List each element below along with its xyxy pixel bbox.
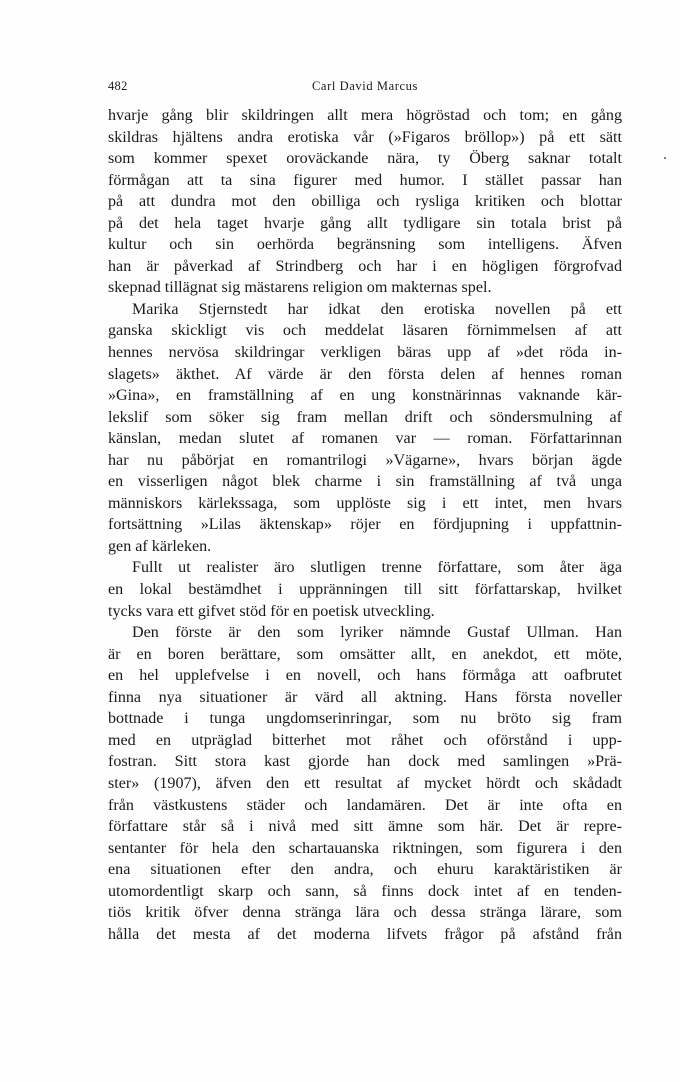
body-text — [108, 105, 622, 945]
text-line: tycks vara ett gifvet stöd för en poetisk utveckling. — [108, 602, 435, 620]
text-line: en lokal bestämdhet i uppränningen till sitt författarskap, hvilket — [108, 581, 622, 599]
text-line: känslan, medan slutet af romanen var — roman. Författarinnan — [108, 430, 622, 448]
text-line: »Gina», en framställning af en ung konstnärinnas vaknande kär- — [108, 387, 622, 405]
page-number: 482 — [108, 79, 128, 93]
text-line: ganska skickligt vis och meddelat läsaren förnimmelsen af att — [108, 322, 622, 340]
text-line: med en utpräglad bitterhet mot råhet och oförstånd i upp- — [108, 731, 622, 749]
text-line: har nu påbörjat en romantrilogi »Vägarne», hvars början ägde — [108, 451, 622, 469]
text-line: Den förste är den som lyriker nämnde Gustaf Ullman. Han — [132, 624, 622, 642]
text-line: gen af kärleken. — [108, 537, 212, 555]
text-line: bottnade i tunga ungdomserinringar, som nu bröto sig fram — [108, 710, 622, 728]
text-line: en hel upplefvelse i en novell, och hans förmåga att oafbrutet — [108, 667, 622, 685]
text-line: fortsättning »Lilas äktenskap» röjer en fördjupning i uppfattnin- — [108, 516, 622, 534]
text-line: Marika Stjernstedt har idkat den erotiska novellen på ett — [132, 300, 622, 318]
text-line: förmågan att ta sina figurer med humor. I stället passar han — [108, 171, 622, 189]
text-line: skildras hjältens andra erotiska vår (»Figaros bröllop») på ett sätt — [108, 128, 622, 146]
text-line: fostran. Sitt stora kast gjorde han dock med samlingen »Prä- — [108, 753, 622, 771]
text-line: som kommer spexet oroväckande nära, ty Öberg saknar totalt — [108, 150, 622, 168]
text-line: är en boren berättare, som omsätter allt, en anekdot, ett möte, — [108, 645, 622, 663]
text-line: kultur och sin oerhörda begränsning som intelligens. Äfven — [108, 236, 622, 254]
text-line: tiös kritik öfver denna stränga lära och dessa stränga lärare, som — [108, 904, 622, 922]
text-line: hennes nervösa skildringar verkligen bäras upp af »det röda in- — [108, 344, 622, 362]
running-head: Carl David Marcus — [311, 79, 418, 93]
text-line: Fullt ut realister äro slutligen trenne författare, som åter äga — [132, 559, 622, 577]
text-line: på det hela taget hvarje gång allt tydligare sin totala brist på — [108, 214, 622, 232]
text-line: hålla det mesta af det moderna lifvets frågor på afstånd från — [108, 925, 622, 943]
text-line: utomordentligt skarp och sann, så finns dock intet af en tenden- — [108, 882, 622, 900]
text-line: han är påverkad af Strindberg och har i en högligen förgrofvad — [108, 257, 622, 275]
paper-speck — [664, 157, 666, 159]
text-line: lekslif som söker sig fram mellan drift och söndersmulning af — [108, 408, 622, 426]
text-line: på att dundra mot den obilliga och rysliga kritiken och blottar — [108, 193, 622, 211]
text-line: ena situationen efter den andra, och ehuru karaktäristiken är — [108, 861, 622, 879]
text-line: människors kärlekssaga, som upplöste sig i ett intet, men hvars — [108, 494, 622, 512]
text-line: ster» (1907), äfven den ett resultat af mycket hördt och skådadt — [108, 774, 622, 792]
text-line: finna nya situationer är värd all aktning. Hans första noveller — [108, 688, 622, 706]
text-line: skepnad tillägnat sig mästarens religion om makternas spel. — [108, 279, 492, 297]
text-line: författare står så i nivå med sitt ämne som här. Det är repre- — [108, 818, 622, 836]
text-line: från västkustens städer och landamären. Det är inte ofta en — [108, 796, 622, 814]
text-line: hvarje gång blir skildringen allt mera högröstad och tom; en gång — [108, 107, 622, 124]
text-line: sentanter för hela den schartauanska riktningen, som figurera i den — [108, 839, 622, 857]
page-header — [108, 79, 622, 99]
text-line: slagets» äkthet. Af värde är den första delen af hennes roman — [108, 365, 622, 383]
text-line: en visserligen något blek charme i sin framställning af två unga — [108, 473, 622, 491]
